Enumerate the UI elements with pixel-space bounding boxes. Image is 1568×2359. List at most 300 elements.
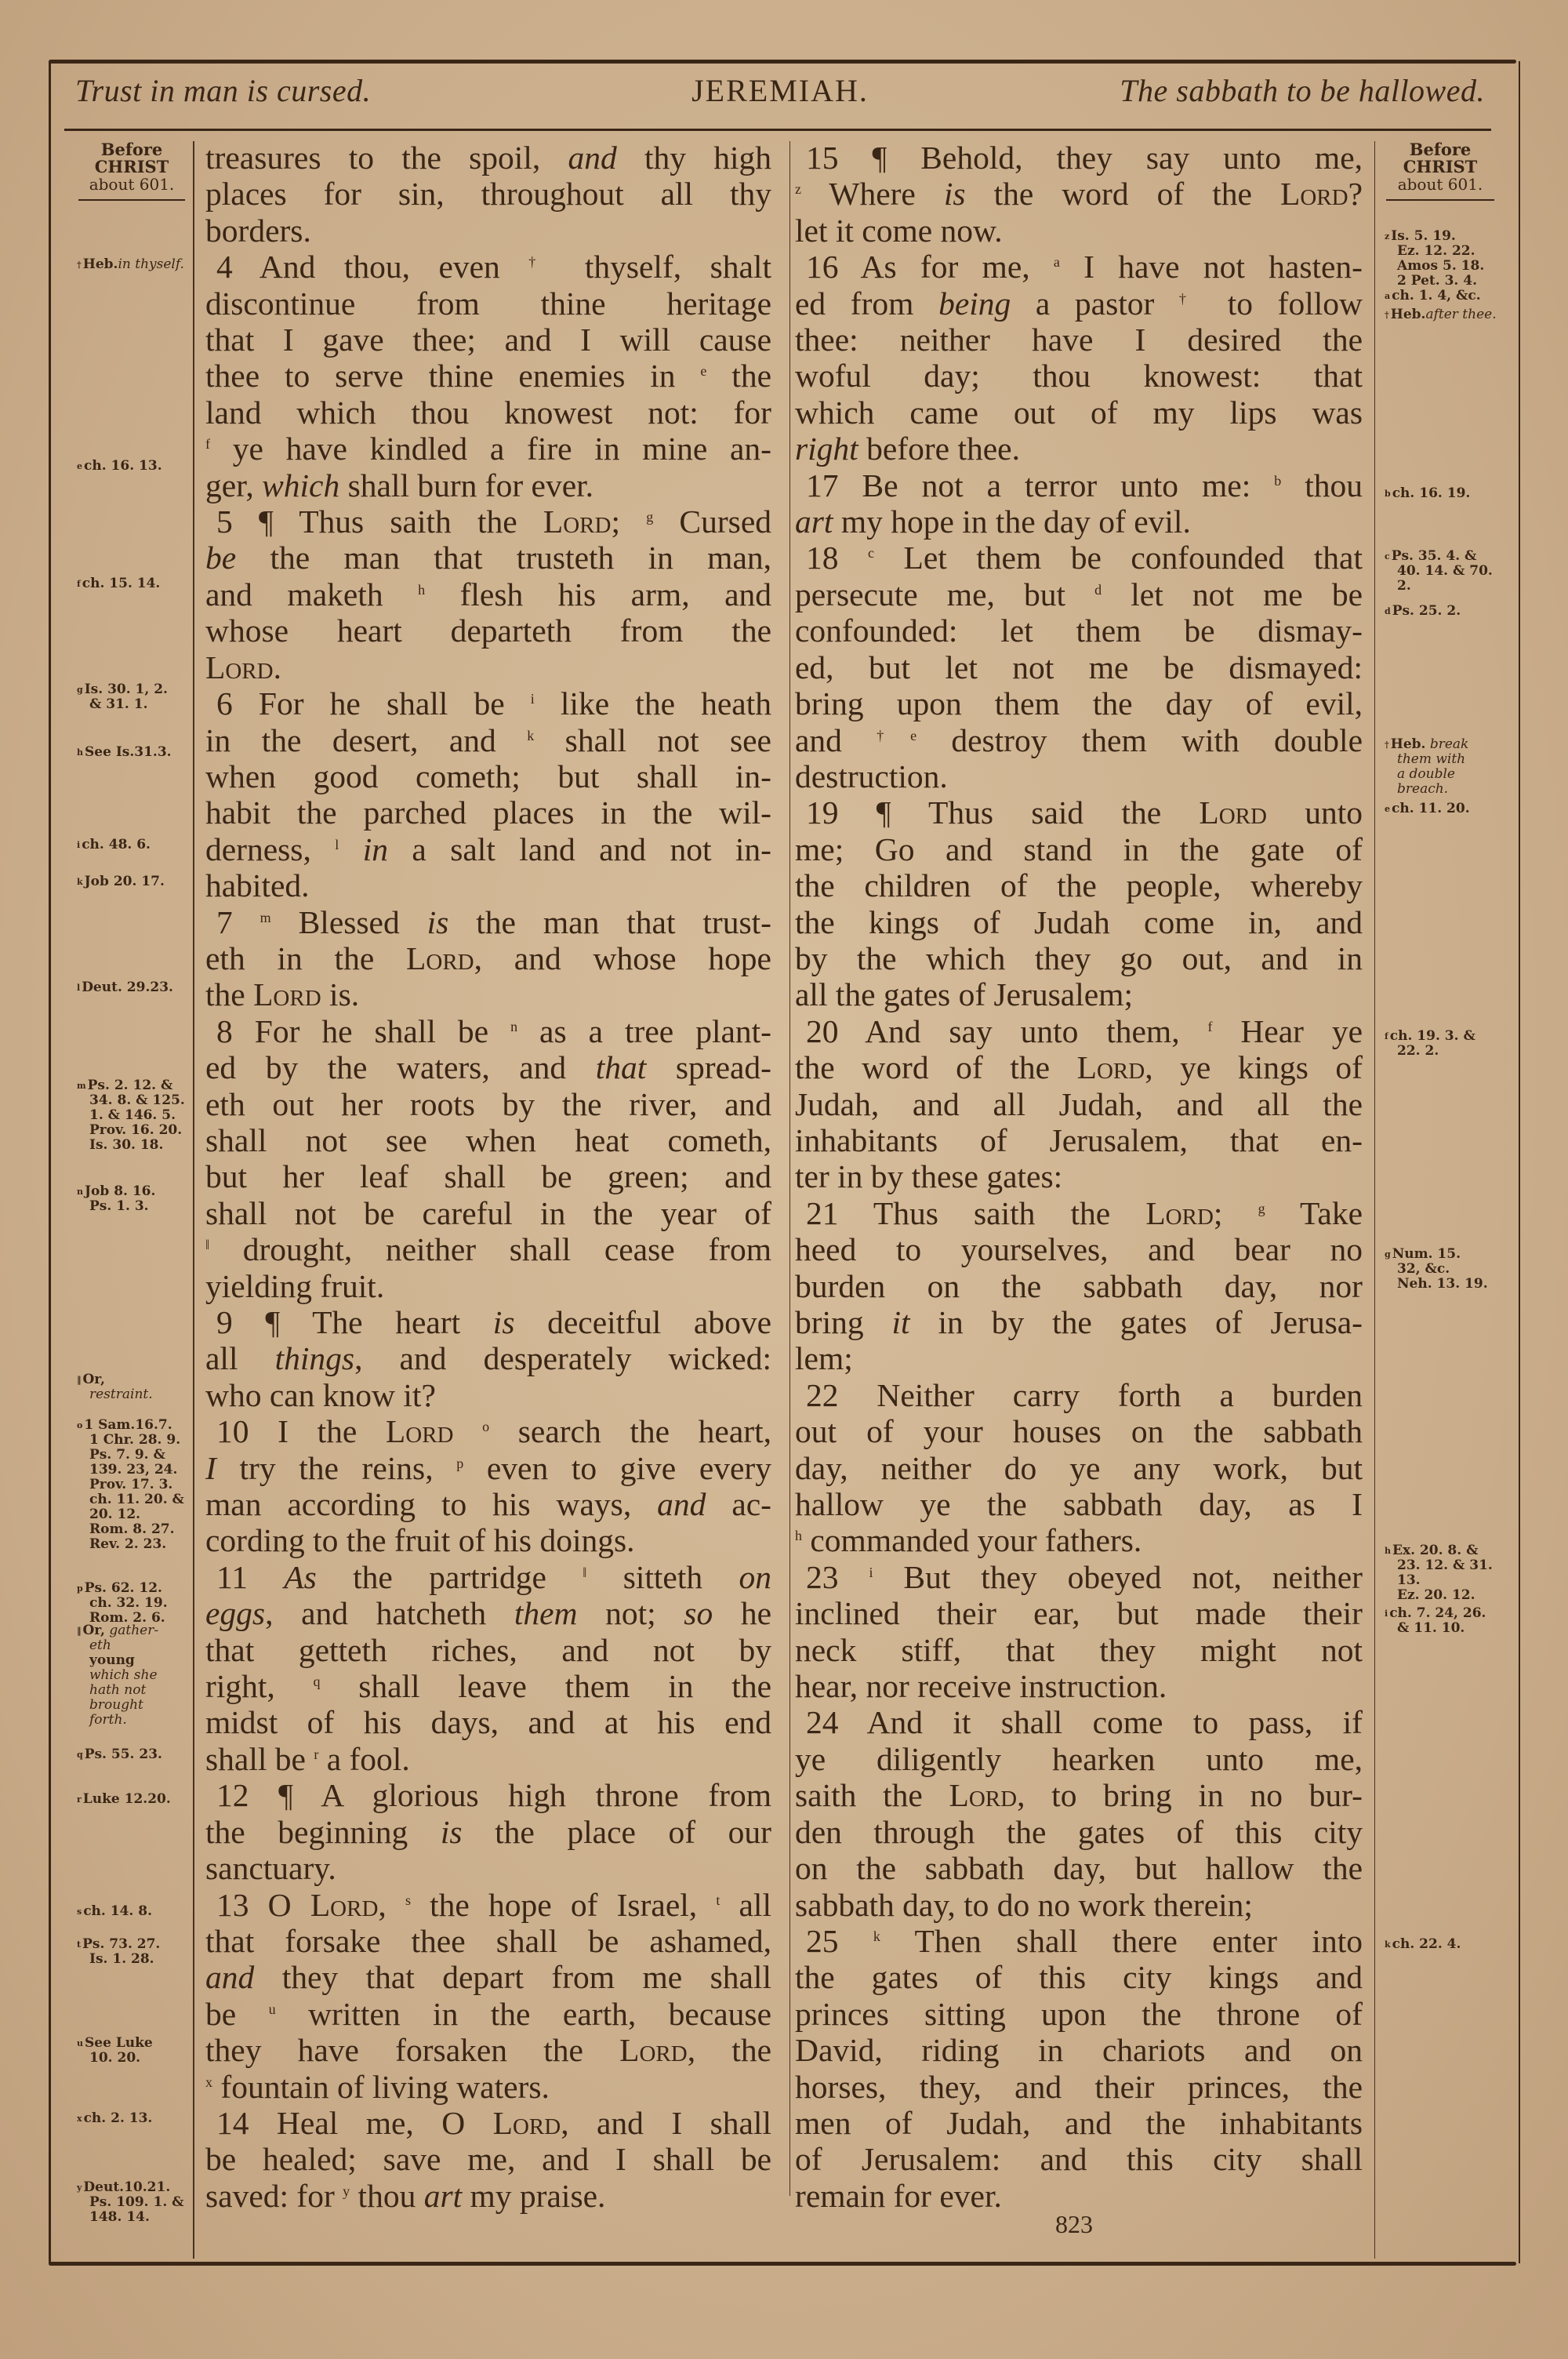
text-line: treasures to the spoil, and thy high — [205, 140, 772, 176]
cross-reference-note — [1385, 737, 1497, 797]
note-text: Job 20. 17. — [84, 874, 165, 889]
text-line: eth in the Lord, and whose hope — [205, 940, 771, 976]
note-text: Ps. 2. 12. & — [87, 1078, 173, 1093]
italic-supplied-word: it — [891, 1304, 910, 1340]
reference-mark: x — [77, 2114, 82, 2124]
reference-mark: g — [1258, 1200, 1265, 1216]
text-line: when good cometh; but shall in- — [205, 758, 771, 794]
left-margin-rule — [193, 141, 194, 2259]
note-text: Ps. 55. 23. — [84, 1747, 162, 1762]
text-line: out of your houses on the sabbath — [795, 1413, 1363, 1450]
note-italic-text: a double — [1397, 766, 1455, 782]
note-italic-text: break — [1425, 736, 1469, 752]
reference-mark: f — [205, 436, 210, 453]
note-text: Amos 5. 18. — [1397, 258, 1485, 274]
text-line: but her leaf shall be green; and — [205, 1158, 771, 1195]
cross-reference-note — [1385, 229, 1497, 289]
italic-supplied-word: so — [684, 1595, 713, 1632]
reference-mark: i — [77, 840, 81, 850]
text-line: hear, nor receive instruction. — [795, 1668, 1167, 1705]
text-line: midst of his days, and at his end — [205, 1704, 771, 1741]
text-line: discontinue from thine heritage — [205, 285, 771, 322]
text-line: who can know it? — [205, 1376, 436, 1413]
text-line: the children of the people, whereby — [795, 867, 1363, 904]
note-text: 148. 14. — [89, 2209, 150, 2225]
note-text: See Luke — [85, 2035, 153, 2051]
text-line: burden on the sabbath day, nor — [795, 1267, 1363, 1304]
text-line: that getteth riches, and not by — [205, 1631, 771, 1668]
reference-mark: b — [1274, 472, 1282, 489]
divine-name: Lord — [1145, 1194, 1214, 1231]
text-line: and they that depart from me shall — [205, 1959, 771, 1996]
reference-mark: h — [418, 581, 426, 598]
right-margin-rule — [1374, 141, 1375, 2259]
note-text: 22. 2. — [1397, 1043, 1439, 1059]
note-text: 139. 23, 24. — [89, 1462, 178, 1478]
text-line: thee: neither have I desired the — [795, 322, 1363, 358]
note-text: 34. 8. & 125. — [89, 1092, 185, 1108]
text-line: in the desert, and $^k$ shall not see — [205, 722, 771, 758]
note-text: 10. 20. — [89, 2050, 141, 2066]
verse-start-line: 8 For he shall be $^n$ as a tree plant- — [216, 1012, 771, 1049]
reference-mark: k — [1385, 1939, 1391, 1950]
verse-start-line: 9 ¶ The heart is deceitful above — [216, 1304, 772, 1340]
verse-start-line: 13 O Lord, $^s$ the hope of Israel, $^t$ all — [216, 1886, 771, 1923]
reference-mark: l — [335, 836, 339, 852]
reference-mark: n — [77, 1187, 83, 1197]
reference-mark: m — [260, 909, 271, 925]
note-italic-text: brought — [89, 1697, 143, 1713]
text-line: shall not see when heat cometh, — [205, 1121, 771, 1158]
reference-mark: o — [77, 1420, 83, 1430]
text-line: inclined their ear, but made their — [795, 1595, 1363, 1632]
text-line: neck stiff, that they might not — [795, 1631, 1363, 1668]
note-text: 1 Chr. 28. 9. — [89, 1432, 181, 1448]
italic-supplied-word: is — [492, 1304, 515, 1340]
reference-mark: s — [77, 1906, 82, 1917]
divine-name: Lord — [310, 1886, 379, 1923]
text-line: cording to the fruit of his doings. — [205, 1522, 635, 1559]
text-line: lem; — [795, 1340, 853, 1377]
verse-start-line: 25 $^k$ Then shall there enter into — [806, 1922, 1363, 1959]
divine-name: Lord — [406, 940, 474, 976]
text-line: art my hope in the day of evil. — [795, 503, 1191, 540]
reference-mark: y — [343, 2183, 350, 2199]
text-line: shall not be careful in the year of — [205, 1194, 771, 1231]
note-text: See Is.31.3. — [85, 744, 172, 760]
cross-reference-note — [77, 459, 188, 474]
text-line: the Lord is. — [205, 976, 360, 1013]
note-text: Ez. 20. 12. — [1397, 1587, 1475, 1603]
note-text: ch. 14. 8. — [83, 1903, 152, 1919]
note-text: Or, — [82, 1372, 105, 1387]
divine-name: Lord — [253, 976, 321, 1013]
era-before: Before — [1409, 140, 1472, 159]
divine-name: Lord — [205, 649, 274, 685]
reference-mark: e — [700, 363, 707, 380]
cross-reference-note — [1385, 1606, 1497, 1636]
text-line: shall be $^r$ a fool. — [205, 1740, 410, 1777]
note-text: Heb. — [1390, 736, 1426, 752]
note-text: ch. 2. 13. — [83, 2110, 153, 2126]
text-line: $^f$ ye have kindled a fire in mine an- — [205, 431, 771, 467]
verse-start-line: 10 I the Lord $^o$ search the heart, — [216, 1413, 771, 1450]
divine-name: Lord — [1076, 1049, 1145, 1086]
reference-mark: †e — [877, 727, 917, 743]
era-label — [1381, 141, 1499, 201]
reference-mark: l — [77, 983, 81, 993]
reference-mark: e — [1385, 804, 1390, 814]
cross-reference-note — [1385, 1029, 1497, 1059]
era-before: Before — [100, 140, 163, 159]
reference-mark: i — [530, 691, 535, 707]
note-text: ch. 11. 20. & — [89, 1492, 184, 1507]
reference-mark: p — [456, 1455, 464, 1471]
text-column-left — [205, 140, 771, 2214]
cross-reference-note — [77, 874, 188, 889]
italic-supplied-word: in — [362, 831, 388, 867]
text-line: ed, but let not me be dismayed: — [795, 649, 1363, 685]
divine-name: Lord — [385, 1413, 454, 1450]
verse-start-line: 14 Heal me, O Lord, and I shall — [216, 2104, 771, 2141]
italic-supplied-word: on — [739, 1558, 771, 1595]
italic-supplied-word: is — [426, 903, 449, 940]
verse-start-line: 24 And it shall come to pass, if — [806, 1704, 1363, 1741]
reference-mark: o — [482, 1419, 490, 1435]
verse-start-line: 7 $^m$ Blessed is the man that trust- — [216, 903, 771, 940]
verse-start-line: 20 And say unto them, $^f$ Hear ye — [806, 1012, 1363, 1049]
text-line: the kings of Judah come in, and — [795, 903, 1363, 940]
note-text: Ps. 7. 9. & — [89, 1447, 165, 1463]
note-text: ch. 1. 4, &c. — [1392, 288, 1481, 304]
text-line: and maketh $^h$ flesh his arm, and — [205, 576, 771, 612]
verse-start-line: 18 $^c$ Let them be confounded that — [806, 540, 1363, 576]
reference-mark: f — [1385, 1031, 1388, 1041]
italic-supplied-word: As — [284, 1558, 317, 1595]
divine-name: Lord — [492, 2104, 561, 2141]
text-line: hallow ye the sabbath day, as I — [795, 1486, 1363, 1523]
note-text: Heb. — [1390, 307, 1426, 322]
reference-mark: d — [1094, 581, 1102, 598]
reference-mark: i — [869, 1564, 873, 1580]
italic-supplied-word: that — [595, 1049, 647, 1086]
text-line: horses, they, and their princes, the — [795, 2068, 1363, 2105]
note-text: ch. 11. 20. — [1392, 801, 1470, 816]
divine-name: Lord — [1279, 176, 1348, 213]
cross-reference-note — [1385, 604, 1497, 619]
reference-mark: f — [1207, 1018, 1213, 1034]
reference-mark: h — [795, 1528, 802, 1544]
reference-mark: y — [77, 2183, 82, 2193]
italic-supplied-word: eggs — [205, 1595, 266, 1632]
era-year: about 601. — [89, 175, 175, 194]
cross-reference-note — [77, 1747, 188, 1762]
era-label — [74, 141, 190, 201]
cross-reference-note — [1385, 549, 1497, 594]
reference-mark: s — [405, 1892, 411, 1908]
reference-mark: z — [1385, 231, 1390, 242]
verse-start-line: 17 Be not a terror unto me: $^b$ thou — [806, 467, 1363, 503]
verse-start-line: 21 Thus saith the Lord; $^g$ Take — [806, 1194, 1363, 1231]
reference-mark: a — [1053, 254, 1060, 271]
note-text: Rom. 2. 6. — [89, 1610, 165, 1626]
text-line: Judah, and all Judah, and all the — [795, 1085, 1363, 1122]
note-text: Ex. 20. 8. & — [1392, 1543, 1479, 1558]
text-line: the gates of this city kings and — [795, 1959, 1363, 1996]
note-text: Num. 15. — [1392, 1246, 1461, 1262]
era-rule — [78, 199, 185, 201]
text-line: confounded: let them be dismay- — [795, 612, 1363, 649]
divine-name: Lord — [949, 1777, 1018, 1814]
note-text: ch. 32. 19. — [89, 1595, 168, 1611]
cross-reference-note — [77, 2180, 188, 2225]
left-running-title: Trust in man is cursed. — [75, 73, 372, 108]
era-christ: CHRIST — [94, 157, 169, 176]
note-text: Luke 12.20. — [82, 1791, 171, 1807]
note-text: 13. — [1397, 1572, 1421, 1588]
reference-mark: i — [1385, 1608, 1388, 1619]
reference-mark: r — [77, 1794, 82, 1805]
verse-start-line: 23 $^i$ But they obeyed not, neither — [806, 1558, 1363, 1595]
text-line: ed by the waters, and that spread- — [205, 1049, 771, 1086]
reference-mark: h — [77, 747, 83, 758]
text-line: bring upon them the day of evil, — [795, 685, 1363, 722]
divine-name: Lord — [1199, 794, 1267, 831]
text-line: the beginning is the place of our — [205, 1813, 771, 1850]
note-italic-text: breach. — [1397, 781, 1449, 797]
reference-mark: h — [1385, 1546, 1391, 1556]
reference-mark: † — [1385, 310, 1389, 320]
text-line: $^x$ fountain of living waters. — [205, 2068, 550, 2105]
text-line: and $^{\dagger e}$ destroy them with double — [795, 722, 1363, 758]
text-line: all the gates of Jerusalem; — [795, 976, 1133, 1013]
cross-reference-note — [77, 1418, 188, 1552]
cross-reference-note — [77, 576, 188, 591]
italic-supplied-word: and — [568, 140, 617, 176]
note-text: ch. 48. 6. — [82, 837, 151, 852]
text-line: of Jerusalem: and this city shall — [795, 2141, 1363, 2178]
reference-mark: d — [1385, 606, 1391, 616]
text-line: be healed; save me, and I shall be — [205, 2141, 771, 2178]
note-text: ch. 15. 14. — [82, 576, 161, 591]
note-italic-text: them with — [1397, 751, 1466, 767]
reference-mark: p — [77, 1583, 83, 1594]
note-text: 2. — [1397, 578, 1411, 594]
cross-reference-note — [77, 2111, 188, 2126]
text-line: den through the gates of this city — [795, 1813, 1363, 1850]
verse-start-line: 12 ¶ A glorious high throne from — [216, 1777, 771, 1814]
text-line: they have forsaken the Lord, the — [205, 2032, 771, 2069]
reference-mark: q — [313, 1674, 321, 1690]
book-title: JEREMIAH. — [691, 73, 869, 108]
reference-mark: z — [795, 181, 801, 198]
text-line: eth out her roots by the river, and — [205, 1085, 771, 1122]
cross-reference-note — [77, 1937, 188, 1967]
text-line: remain for ever. — [795, 2177, 1002, 2214]
text-line: men of Judah, and the inhabitants — [795, 2104, 1363, 2141]
cross-reference-note — [77, 1904, 188, 1919]
note-text: 20. 12. — [89, 1507, 141, 1522]
text-line: all things, and desperately wicked: — [205, 1340, 772, 1377]
note-text: ch. 22. 4. — [1392, 1936, 1461, 1952]
reference-mark: g — [646, 509, 654, 525]
right-margin-references — [1381, 141, 1499, 2243]
reference-mark: c — [867, 545, 874, 562]
reference-mark: ‖ — [77, 1375, 82, 1385]
cross-reference-note — [77, 1184, 188, 1214]
text-line: David, riding in chariots and on — [795, 2032, 1363, 2069]
note-italic-text: in thyself. — [118, 256, 184, 272]
reference-mark: g — [1385, 1249, 1391, 1259]
reference-mark: q — [77, 1750, 83, 1760]
text-line: heed to yourselves, and bear no — [795, 1231, 1363, 1268]
text-line: whose heart departeth from the — [205, 612, 771, 649]
bottom-border-rule — [49, 2262, 1516, 2266]
text-line: thee to serve thine enemies in $^e$ the — [205, 358, 771, 394]
text-line: me; Go and stand in the gate of — [795, 831, 1363, 867]
note-text: young — [89, 1652, 135, 1668]
divine-name: Lord — [619, 2032, 688, 2069]
note-text: 1. & 146. 5. — [89, 1107, 176, 1123]
cross-reference-note — [77, 1623, 188, 1728]
text-line: which came out of my lips was — [795, 394, 1363, 431]
note-text: Neh. 13. 19. — [1397, 1276, 1488, 1292]
reference-mark: u — [77, 2038, 83, 2048]
text-line: borders. — [205, 212, 311, 249]
note-text: ch. 19. 3. & — [1389, 1028, 1475, 1044]
note-text: Rom. 8. 27. — [89, 1521, 175, 1537]
reference-mark: b — [1385, 489, 1391, 499]
cross-reference-note — [77, 257, 188, 272]
cross-reference-note — [1385, 1543, 1497, 1603]
reference-mark: x — [205, 2074, 212, 2090]
cross-reference-note — [1385, 307, 1497, 322]
italic-supplied-word: them — [514, 1595, 578, 1632]
running-header — [71, 67, 1490, 114]
verse-start-line: 6 For he shall be $^i$ like the heath — [216, 685, 771, 722]
note-text: & 31. 1. — [89, 696, 148, 712]
note-text: Job 8. 16. — [85, 1183, 156, 1199]
era-christ: CHRIST — [1403, 157, 1478, 176]
reference-mark: e — [77, 461, 82, 471]
text-line: yielding fruit. — [205, 1267, 385, 1304]
italic-supplied-word: is — [943, 176, 966, 213]
verse-start-line: 11 As the partridge ‖ sitteth on — [216, 1558, 771, 1595]
cross-reference-note — [1385, 289, 1497, 304]
text-line: ed from being a pastor † to follow — [795, 285, 1363, 322]
reference-mark: † — [528, 254, 557, 271]
note-italic-text: hath not — [89, 1682, 147, 1698]
text-line: places for sin, throughout all thy — [205, 176, 771, 213]
cross-reference-note — [77, 1078, 188, 1153]
text-line: inhabitants of Jerusalem, that en- — [795, 1121, 1363, 1158]
note-italic-text: eth — [89, 1637, 111, 1653]
italic-supplied-word: is — [440, 1813, 463, 1850]
reference-mark: ‖ — [583, 1564, 587, 1580]
text-line: saith the Lord, to bring in no bur- — [795, 1777, 1363, 1814]
note-text: ch. 16. 19. — [1392, 485, 1471, 501]
note-text: Ez. 12. 22. — [1397, 243, 1475, 259]
note-text: Is. 30. 1, 2. — [84, 682, 168, 697]
text-line: that forsake thee shall be ashamed, — [205, 1922, 771, 1959]
verse-start-line: 5 ¶ Thus saith the Lord; $^g$ Cursed — [216, 503, 771, 540]
italic-supplied-word: and — [205, 1959, 255, 1996]
header-rule — [64, 129, 1491, 131]
note-text: ch. 7. 24, 26. — [1389, 1605, 1486, 1621]
text-line: ‖ drought, neither shall cease from — [205, 1231, 771, 1268]
cross-reference-note — [77, 2036, 188, 2066]
note-italic-text: which she — [89, 1667, 158, 1683]
text-line: ter in by these gates: — [795, 1158, 1063, 1195]
note-italic-text: forth. — [89, 1712, 127, 1728]
note-text: ch. 16. 13. — [84, 458, 162, 474]
text-line: day, neither do ye any work, but — [795, 1449, 1363, 1486]
text-column-right — [795, 140, 1363, 2214]
italic-supplied-word: and — [657, 1486, 706, 1523]
text-line: be $^u$ written in the earth, because — [205, 1995, 771, 2032]
note-text: Prov. 16. 20. — [89, 1122, 183, 1138]
cross-reference-note — [77, 1581, 188, 1626]
note-text: Or, — [82, 1623, 105, 1638]
reference-mark: c — [1385, 551, 1390, 562]
note-text: 40. 14. & 70. — [1397, 563, 1493, 579]
reference-mark: t — [716, 1892, 720, 1908]
text-line: sanctuary. — [205, 1850, 336, 1887]
note-text: Ps. 73. 27. — [82, 1936, 161, 1952]
text-line: man according to his ways, and ac- — [205, 1486, 771, 1523]
cross-reference-note — [77, 745, 188, 760]
note-text: Heb. — [82, 256, 118, 272]
left-margin-references — [74, 141, 190, 2243]
text-line: Lord. — [205, 649, 281, 685]
reference-mark: ‖ — [77, 1626, 82, 1636]
text-line: bring it in by the gates of Jerusa- — [795, 1304, 1363, 1340]
text-line: eggs, and hatcheth them not; so he — [205, 1595, 771, 1632]
verse-start-line: 19 ¶ Thus said the Lord unto — [806, 794, 1363, 831]
text-line: princes sitting upon the throne of — [795, 1995, 1363, 2032]
cross-reference-note — [1385, 1937, 1497, 1952]
cross-reference-note — [1385, 801, 1497, 816]
text-line: ye diligently hearken unto me, — [795, 1740, 1363, 1777]
reference-mark: k — [527, 727, 535, 743]
text-line: habited. — [205, 867, 310, 904]
reference-mark: f — [77, 579, 81, 589]
text-line: land which thou knowest not: for — [205, 394, 771, 431]
text-line: ger, which shall burn for ever. — [205, 467, 594, 503]
text-line: right, $^q$ shall leave them in the — [205, 1668, 771, 1705]
text-line: persecute me, but $^d$ let not me be — [795, 576, 1363, 612]
reference-mark: m — [77, 1081, 86, 1091]
italic-supplied-word: being — [938, 285, 1011, 322]
text-line: $^z$ Where is the word of the Lord? — [795, 176, 1363, 213]
text-line: let it come now. — [795, 212, 1003, 249]
reference-mark: † — [1385, 740, 1389, 750]
italic-supplied-word: right — [795, 431, 858, 467]
reference-mark: r — [314, 1746, 319, 1762]
note-text: Rev. 2. 23. — [89, 1536, 167, 1552]
reference-mark: u — [268, 2001, 276, 2017]
reference-mark: k — [873, 1928, 880, 1944]
text-line: right before thee. — [795, 431, 1020, 467]
note-italic-text: after thee. — [1425, 307, 1497, 322]
cross-reference-note — [77, 1792, 188, 1807]
italic-supplied-word: things — [274, 1340, 355, 1377]
note-italic-text: restraint. — [89, 1387, 153, 1402]
italic-supplied-word: art — [795, 503, 833, 540]
reference-mark: k — [77, 877, 83, 887]
note-text: Ps. 25. 2. — [1392, 603, 1461, 619]
text-line: be the man that trusteth in man, — [205, 540, 771, 576]
